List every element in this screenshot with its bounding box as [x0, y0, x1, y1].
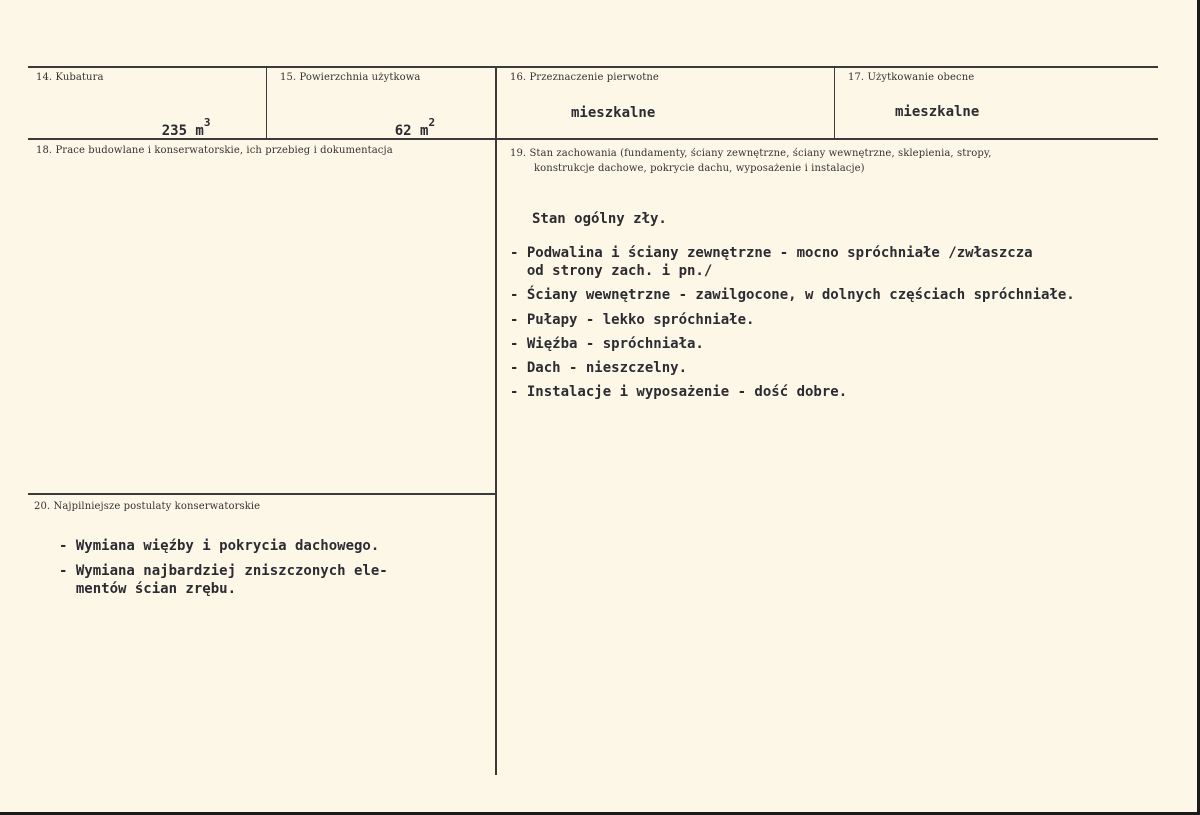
top-rule [28, 66, 1158, 68]
powierzchnia-value: 62 m [394, 123, 429, 139]
postulat-item-wiezba: - Wymiana więźby i pokrycia dachowego. [59, 538, 380, 554]
field-16-label: 16. Przeznaczenie pierwotne [510, 72, 659, 83]
field-19-label-line1: 19. Stan zachowania (fundamenty, ściany zewnętrzne, ściany wewnętrzne, sklepienia, stropy, [510, 148, 992, 159]
powierzchnia-exponent: 2 [428, 116, 436, 130]
field-17-label: 17. Użytkowanie obecne [848, 72, 975, 83]
stan-item-podwalina: - Podwalina i ściany zewnętrzne - mocno spróchniałe /zwłaszcza od strony zach. i pn./ [510, 245, 1033, 279]
kubatura-value: 235 m [161, 123, 204, 139]
field-16-value: mieszkalne [571, 105, 656, 121]
stan-item-dach: - Dach - nieszczelny. [510, 360, 688, 376]
stan-item-sciany: - Ściany wewnętrzne - zawilgocone, w dolnych częściach spróchniałe. [510, 287, 1075, 303]
main-column-divider [495, 66, 497, 775]
field-20-label: 20. Najpilniejsze postulaty konserwatorskie [34, 501, 261, 512]
field-15-label: 15. Powierzchnia użytkowa [280, 72, 421, 83]
stan-item-wiezba: - Więźba - spróchniała. [510, 336, 704, 352]
divider-14-15 [266, 66, 267, 139]
stan-heading: Stan ogólny zły. [532, 211, 667, 227]
field-17-value: mieszkalne [895, 104, 980, 120]
stan-item-pulapy: - Pułapy - lekko spróchniałe. [510, 312, 755, 328]
field-19-label-line2: konstrukcje dachowe, pokrycie dachu, wyposażenie i instalacje) [534, 163, 865, 174]
postulat-item-sciany: - Wymiana najbardziej zniszczonych ele- mentów ścian zrębu. [59, 563, 388, 597]
section-20-rule [28, 493, 495, 495]
field-18-label: 18. Prace budowlane i konserwatorskie, ich przebieg i dokumentacja [36, 145, 393, 156]
kubatura-exponent: 3 [203, 116, 211, 130]
stan-item-instalacje: - Instalacje i wyposażenie - dość dobre. [510, 384, 848, 400]
divider-16-17 [834, 66, 835, 139]
field-14-label: 14. Kubatura [36, 72, 104, 83]
